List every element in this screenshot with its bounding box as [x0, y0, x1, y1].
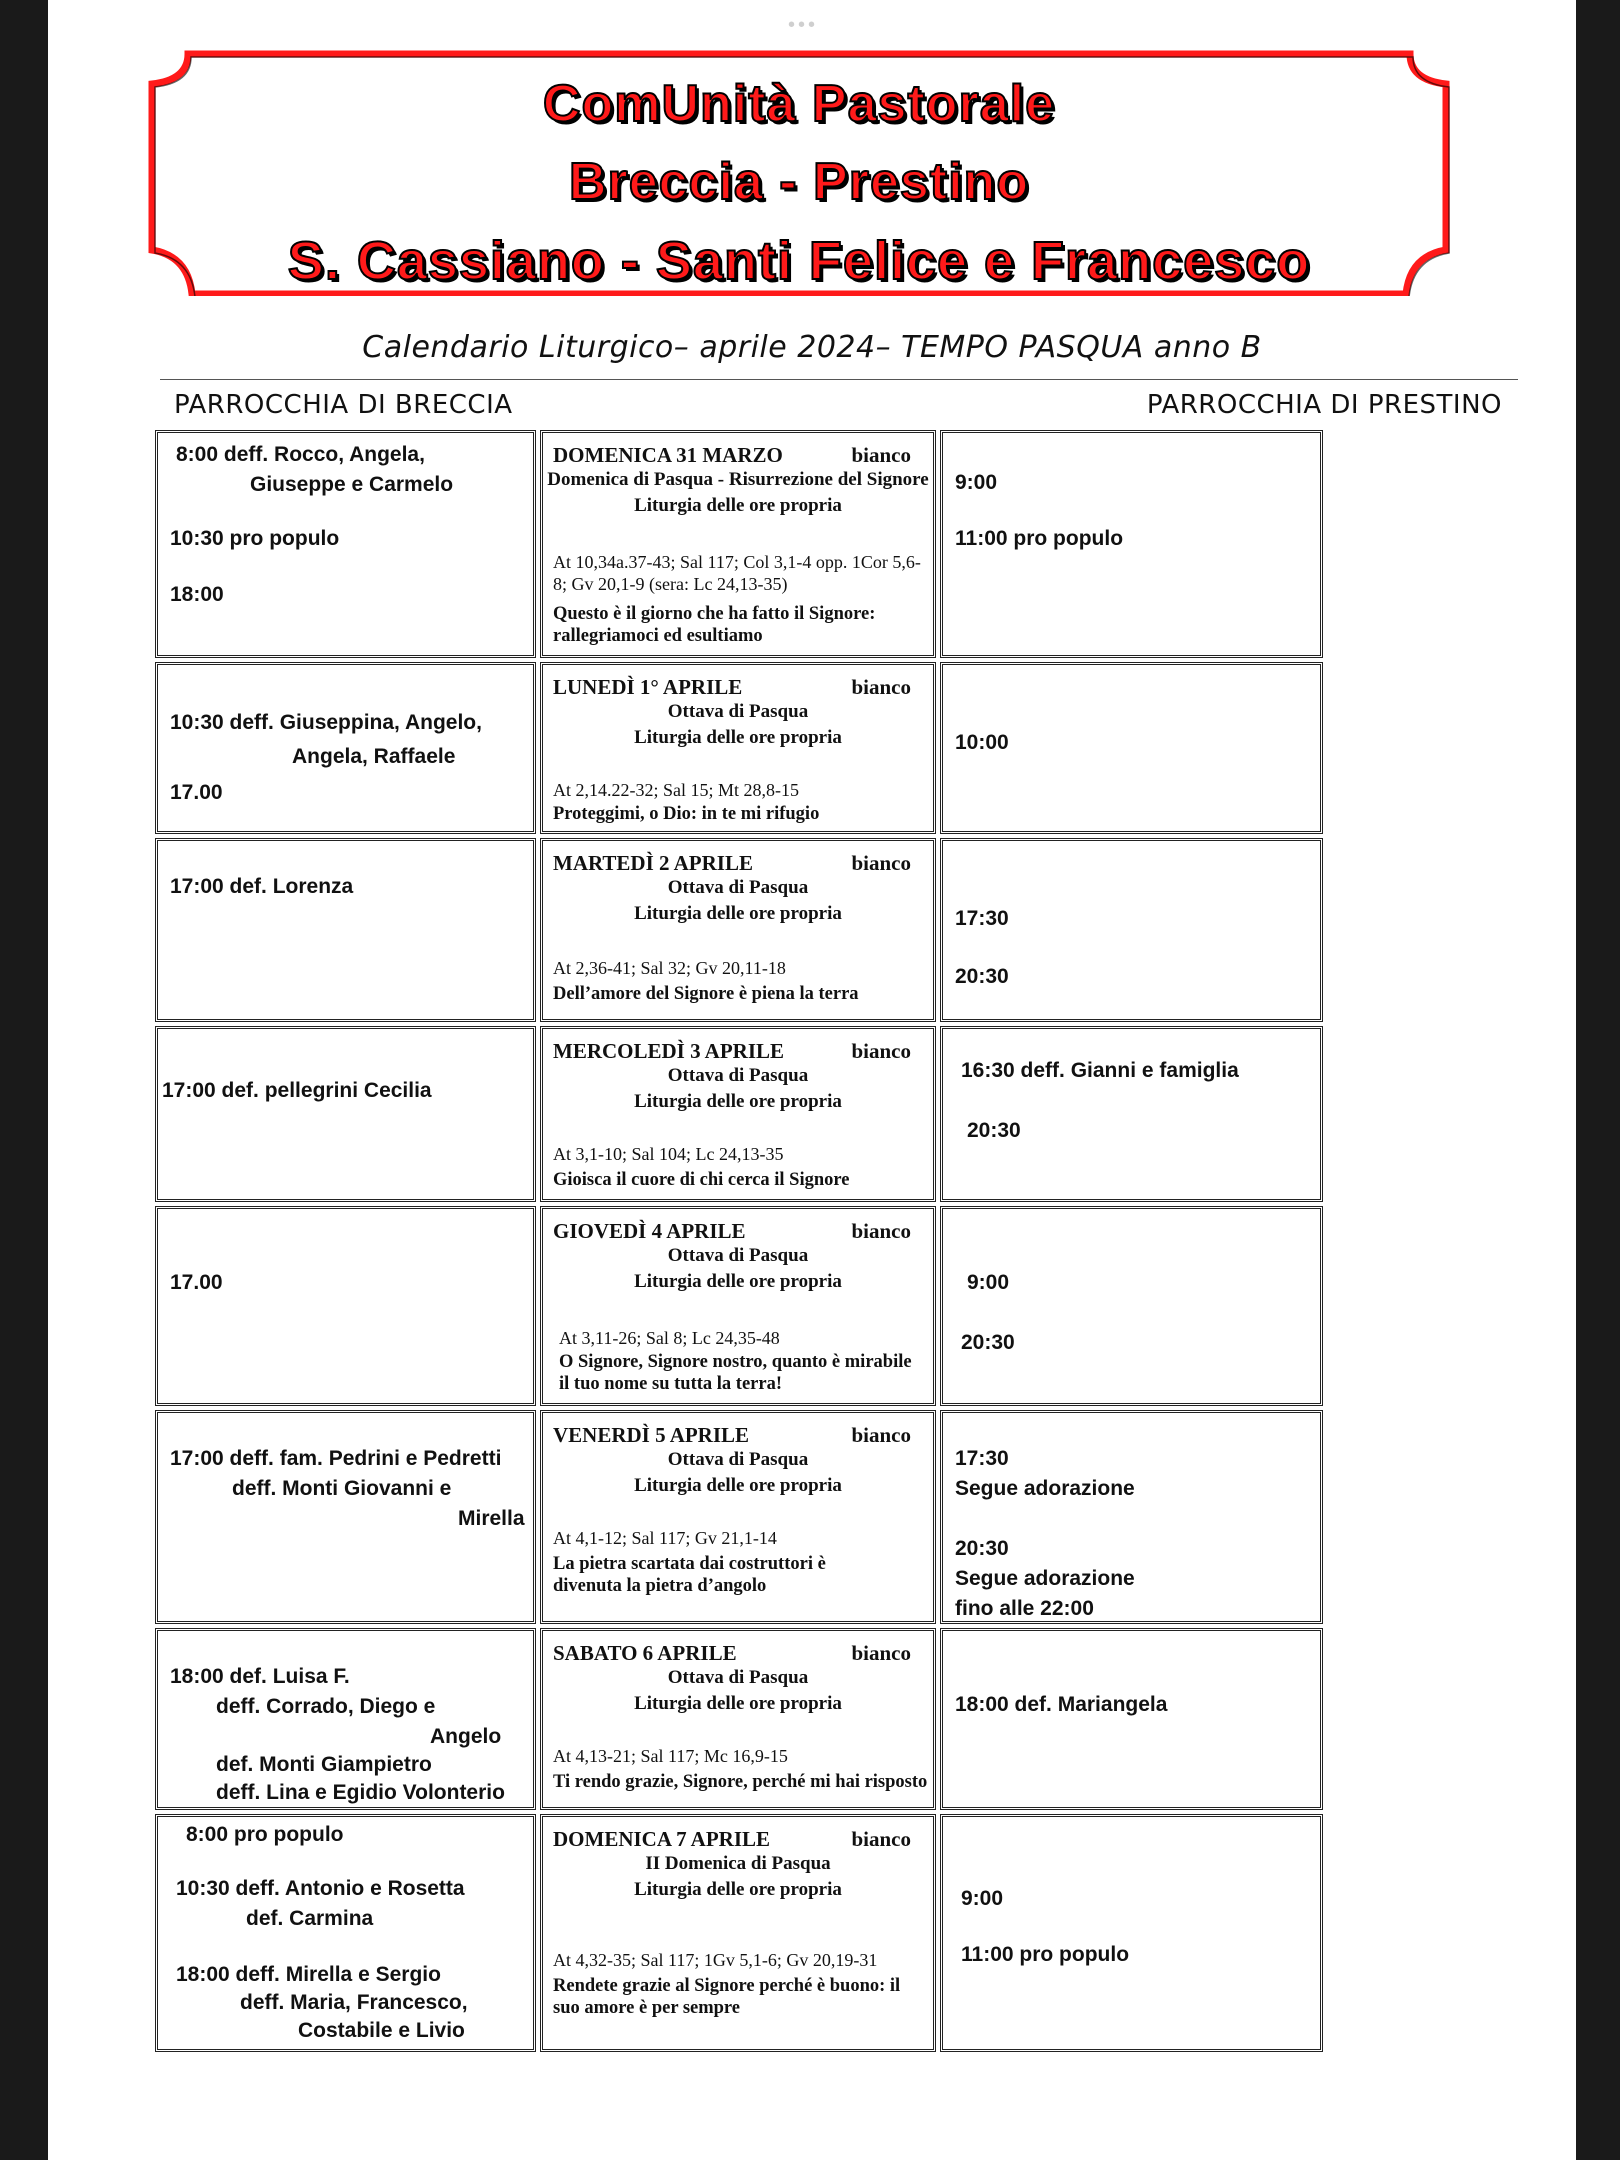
breccia-cell [155, 1206, 536, 1406]
table-row [155, 1814, 1523, 2052]
mass-entry: Giuseppe e Carmelo [250, 473, 454, 496]
prestino-cell [940, 1814, 1323, 2052]
antiphon: Proteggimi, o Dio: in te mi rifugio [553, 804, 820, 824]
mass-entry: Costabile e Livio [298, 2019, 465, 2042]
prestino-cell [940, 430, 1323, 658]
header-banner [148, 50, 1450, 296]
liturgical-color: bianco [851, 443, 911, 467]
prestino-cell [940, 1410, 1323, 1624]
mass-entry: 17.00 [170, 1271, 223, 1294]
liturgy-hours: Liturgia delle ore propria [634, 903, 842, 924]
day-title: SABATO 6 APRILE [553, 1641, 737, 1665]
antiphon: Questo è il giorno che ha fatto il Signore: rallegriamoci ed esultiamo [553, 604, 876, 646]
banner-title-line-2: Breccia - Prestino [568, 153, 1030, 211]
mass-entry: 17:00 def. Lorenza [170, 875, 354, 898]
mass-entry: 10:30 pro populo [170, 527, 340, 550]
mass-entry: 11:00 pro populo [961, 1943, 1130, 1966]
breccia-cell [155, 430, 536, 658]
liturgical-color: bianco [851, 675, 911, 699]
mass-entry: 9:00 [961, 1887, 1004, 1910]
antiphon: La pietra scartata dai costruttori è divenuta la pietra d’angolo [553, 1554, 826, 1596]
mass-entry: 11:00 pro populo [955, 527, 1124, 550]
mass-entry: deff. Lina e Egidio Volonterio [216, 1781, 505, 1804]
liturgy-cell [540, 1206, 936, 1406]
liturgy-hours: Liturgia delle ore propria [634, 1475, 842, 1496]
day-subtitle: Ottava di Pasqua [667, 1065, 809, 1086]
mass-entry: 10:30 deff. Giuseppina, Angelo, [170, 711, 482, 734]
mass-entry: deff. Maria, Francesco, [240, 1991, 468, 2014]
readings: At 10,34a.37-43; Sal 117; Col 3,1-4 opp. 1Cor 5,6-8; Gv 20,1-9 (sera: Lc 24,13-35) [553, 552, 921, 594]
breccia-cell [155, 1628, 536, 1810]
antiphon: Dell’amore del Signore è piena la terra [553, 984, 859, 1004]
liturgy-cell [540, 838, 936, 1022]
day-title: GIOVEDÌ 4 APRILE [553, 1219, 746, 1243]
day-subtitle: II Domenica di Pasqua [645, 1853, 831, 1874]
mass-entry: Segue adorazione [955, 1567, 1135, 1590]
mass-entry: def. Carmina [246, 1907, 374, 1930]
antiphon: Rendete grazie al Signore perché è buono: il suo amore è per sempre [553, 1976, 901, 2018]
mass-entry: 9:00 [955, 471, 998, 494]
day-subtitle: Ottava di Pasqua [667, 701, 809, 722]
liturgy-hours: Liturgia delle ore propria [634, 1879, 842, 1900]
mass-entry: 8:00 deff. Rocco, Angela, [176, 443, 425, 466]
table-row [155, 1410, 1523, 1624]
calendar-subtitle: Calendario Liturgico– aprile 2024– TEMPO PASQUA anno B [362, 330, 1262, 365]
mass-entry: 18:00 def. Mariangela [955, 1693, 1168, 1716]
readings: At 4,32-35; Sal 117; 1Gv 5,1-6; Gv 20,19-31 [553, 1950, 878, 1970]
antiphon: O Signore, Signore nostro, quanto è mirabile il tuo nome su tutta la terra! [559, 1352, 912, 1394]
prestino-cell [940, 838, 1323, 1022]
mass-entry: 10:00 [955, 731, 1009, 754]
parish-left-heading: PARROCCHIA DI BRECCIA [174, 390, 513, 420]
mass-entry: 20:30 [955, 965, 1009, 988]
mass-entry: Mirella [458, 1507, 525, 1530]
mass-entry: 18:00 deff. Mirella e Sergio [176, 1963, 441, 1986]
mass-entry: 16:30 deff. Gianni e famiglia [961, 1059, 1239, 1082]
mass-entry: 20:30 [967, 1119, 1021, 1142]
mass-entry: Angela, Raffaele [292, 745, 456, 768]
day-title: MERCOLEDÌ 3 APRILE [553, 1039, 785, 1063]
day-title: MARTEDÌ 2 APRILE [553, 851, 753, 875]
day-subtitle: Domenica di Pasqua - Risurrezione del Signore [547, 469, 929, 490]
mass-entry: deff. Corrado, Diego e [216, 1695, 436, 1718]
readings: At 4,1-12; Sal 117; Gv 21,1-14 [553, 1528, 777, 1548]
liturgy-hours: Liturgia delle ore propria [634, 727, 842, 748]
prestino-cell [940, 662, 1323, 834]
liturgy-hours: Liturgia delle ore propria [634, 1271, 842, 1292]
liturgy-cell [540, 430, 936, 658]
liturgy-cell [540, 1628, 936, 1810]
mass-entry: 10:30 deff. Antonio e Rosetta [176, 1877, 465, 1900]
liturgical-color: bianco [851, 1827, 911, 1851]
document-page [48, 0, 1576, 2160]
mass-entry: Segue adorazione [955, 1477, 1135, 1500]
banner-title-line-3: S. Cassiano - Santi Felice e Francesco [287, 231, 1311, 291]
mass-entry: 20:30 [955, 1537, 1009, 1560]
liturgy-hours: Liturgia delle ore propria [634, 495, 842, 516]
readings: At 2,14.22-32; Sal 15; Mt 28,8-15 [553, 780, 799, 800]
antiphon: Ti rendo grazie, Signore, perché mi hai risposto [553, 1772, 928, 1792]
mass-entry: 17:00 def. pellegrini Cecilia [162, 1079, 432, 1102]
breccia-cell [155, 1814, 536, 2052]
liturgical-color: bianco [851, 1641, 911, 1665]
mass-entry: def. Monti Giampietro [216, 1753, 432, 1776]
prestino-cell [940, 1206, 1323, 1406]
mass-entry: 8:00 pro populo [186, 1823, 344, 1846]
day-title: DOMENICA 7 APRILE [553, 1827, 771, 1851]
liturgy-cell [540, 1814, 936, 2052]
prestino-cell [940, 1628, 1323, 1810]
table-row [155, 430, 1523, 658]
mass-entry: Angelo [430, 1725, 502, 1748]
mass-entry: 17:00 deff. fam. Pedrini e Pedretti [170, 1447, 502, 1470]
table-row [155, 1206, 1523, 1406]
parish-right-heading: PARROCCHIA DI PRESTINO [1146, 390, 1502, 420]
mass-entry: 17:30 [955, 907, 1009, 930]
table-row [155, 838, 1523, 1022]
breccia-cell [155, 838, 536, 1022]
day-title: DOMENICA 31 MARZO [553, 443, 783, 467]
liturgy-cell [540, 1026, 936, 1202]
readings: At 3,11-26; Sal 8; Lc 24,35-48 [559, 1328, 780, 1348]
mass-entry: 17.00 [170, 781, 223, 804]
prestino-cell [940, 1026, 1323, 1202]
mass-entry: 18:00 def. Luisa F. [170, 1665, 350, 1688]
day-title: LUNEDÌ 1° APRILE [553, 675, 743, 699]
divider [160, 379, 1518, 380]
page-handle-icon: ••• [788, 14, 819, 36]
table-row [155, 662, 1523, 834]
mass-entry: fino alle 22:00 [955, 1597, 1094, 1620]
liturgical-color: bianco [851, 1219, 911, 1243]
liturgy-cell [540, 662, 936, 834]
breccia-cell [155, 1410, 536, 1624]
mass-entry: deff. Monti Giovanni e [232, 1477, 452, 1500]
liturgical-color: bianco [851, 1039, 911, 1063]
mass-entry: 9:00 [967, 1271, 1010, 1294]
mass-entry: 18:00 [170, 583, 224, 606]
liturgy-hours: Liturgia delle ore propria [634, 1693, 842, 1714]
day-title: VENERDÌ 5 APRILE [553, 1423, 750, 1447]
breccia-cell [155, 662, 536, 834]
liturgy-hours: Liturgia delle ore propria [634, 1091, 842, 1112]
mass-entry: 20:30 [961, 1331, 1015, 1354]
day-subtitle: Ottava di Pasqua [667, 1449, 809, 1470]
day-subtitle: Ottava di Pasqua [667, 877, 809, 898]
mass-entry: 17:30 [955, 1447, 1009, 1470]
table-row [155, 1026, 1523, 1202]
readings: At 2,36-41; Sal 32; Gv 20,11-18 [553, 958, 786, 978]
readings: At 3,1-10; Sal 104; Lc 24,13-35 [553, 1144, 784, 1164]
breccia-cell [155, 1026, 536, 1202]
table-row [155, 1628, 1523, 1810]
antiphon: Gioisca il cuore di chi cerca il Signore [553, 1170, 850, 1190]
day-subtitle: Ottava di Pasqua [667, 1667, 809, 1688]
liturgy-cell [540, 1410, 936, 1624]
banner-title-line-1: ComUnità Pastorale [542, 75, 1056, 133]
day-subtitle: Ottava di Pasqua [667, 1245, 809, 1266]
liturgical-color: bianco [851, 851, 911, 875]
readings: At 4,13-21; Sal 117; Mc 16,9-15 [553, 1746, 788, 1766]
liturgical-color: bianco [851, 1423, 911, 1447]
